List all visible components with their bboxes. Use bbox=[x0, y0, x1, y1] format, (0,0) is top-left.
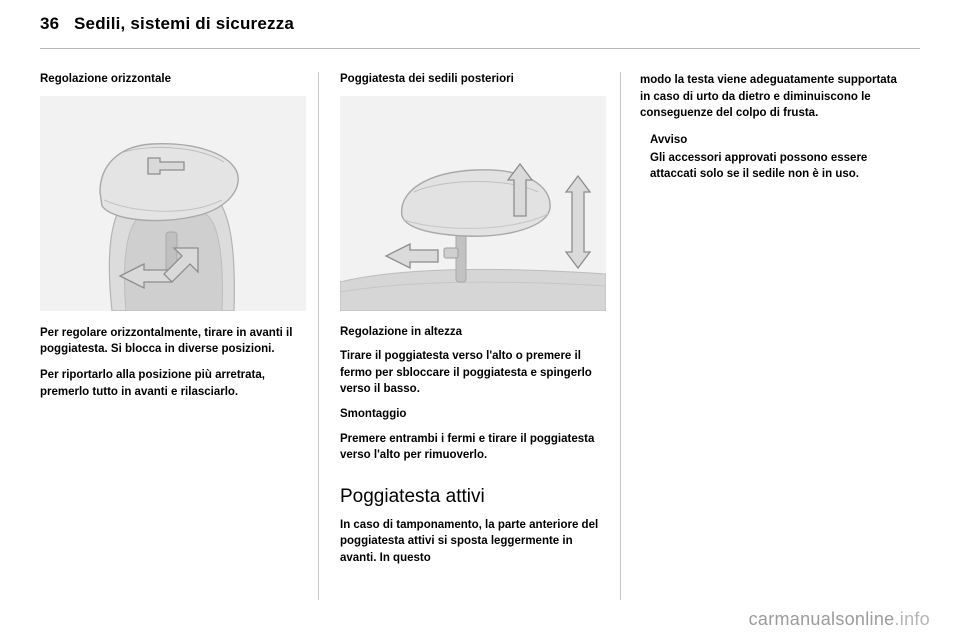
column-1 bbox=[40, 72, 306, 409]
column-divider-2 bbox=[620, 72, 621, 600]
paragraph-height-adjustment: Tirare il poggiatesta verso l'alto o premere il fermo per sbloccare il poggiatesta e spingerlo verso il basso. bbox=[340, 350, 592, 396]
paragraph-horizontal-adjust-2: Per riportarlo alla posizione più arretrata, premerlo tutto in avanti e rilasciarlo. bbox=[40, 368, 265, 398]
column-3 bbox=[640, 72, 906, 183]
paragraph-active-headrests-continued: modo la testa viene adeguatamente supportata in caso di urto da dietro e diminuiscono le conseguenze del colpo di frusta. bbox=[640, 74, 897, 120]
column-2 bbox=[340, 72, 606, 576]
paragraph-active-headrests: In caso di tamponamento, la parte anteriore del poggiatesta attivi si sposta leggermente in avanti. In questo bbox=[340, 518, 599, 565]
subheading-height-adjustment: Regolazione in altezza bbox=[340, 325, 463, 338]
section-heading-active-headrests: Poggiatesta attivi bbox=[340, 485, 485, 507]
rear-seat-headrest-drawing bbox=[340, 96, 606, 311]
header-divider bbox=[40, 48, 920, 49]
headrest-horizontal-adjust-illustration bbox=[40, 96, 306, 311]
paragraph-horizontal-adjust-1: Per regolare orizzontalmente, tirare in avanti il poggiatesta. Si blocca in diverse posizioni. bbox=[40, 326, 293, 356]
page-title: Sedili, sistemi di sicurezza bbox=[74, 14, 295, 33]
notice-title: Avviso bbox=[650, 134, 688, 147]
page-number: 36 bbox=[40, 14, 60, 33]
page-header bbox=[40, 14, 920, 44]
notice-block bbox=[640, 132, 906, 183]
watermark-suffix: .info bbox=[894, 609, 930, 629]
header-line bbox=[40, 14, 920, 34]
paragraph-removal: Premere entrambi i fermi e tirare il poggiatesta verso l'alto per rimuoverlo. bbox=[340, 432, 595, 462]
headrest-horizontal-adjust-drawing bbox=[40, 96, 306, 311]
section-heading-horizontal-adjustment: Regolazione orizzontale bbox=[40, 73, 171, 85]
notice-body: Gli accessori approvati possono essere attaccati solo se il sedile non è in uso. bbox=[650, 151, 868, 181]
subheading-removal: Smontaggio bbox=[340, 408, 407, 421]
column-divider-1 bbox=[318, 72, 319, 600]
watermark-text: carmanualsonline bbox=[748, 609, 895, 629]
section-heading-rear-headrests: Poggiatesta dei sedili posteriori bbox=[340, 73, 514, 85]
watermark bbox=[749, 609, 930, 630]
rear-seat-headrest-illustration bbox=[340, 96, 606, 311]
